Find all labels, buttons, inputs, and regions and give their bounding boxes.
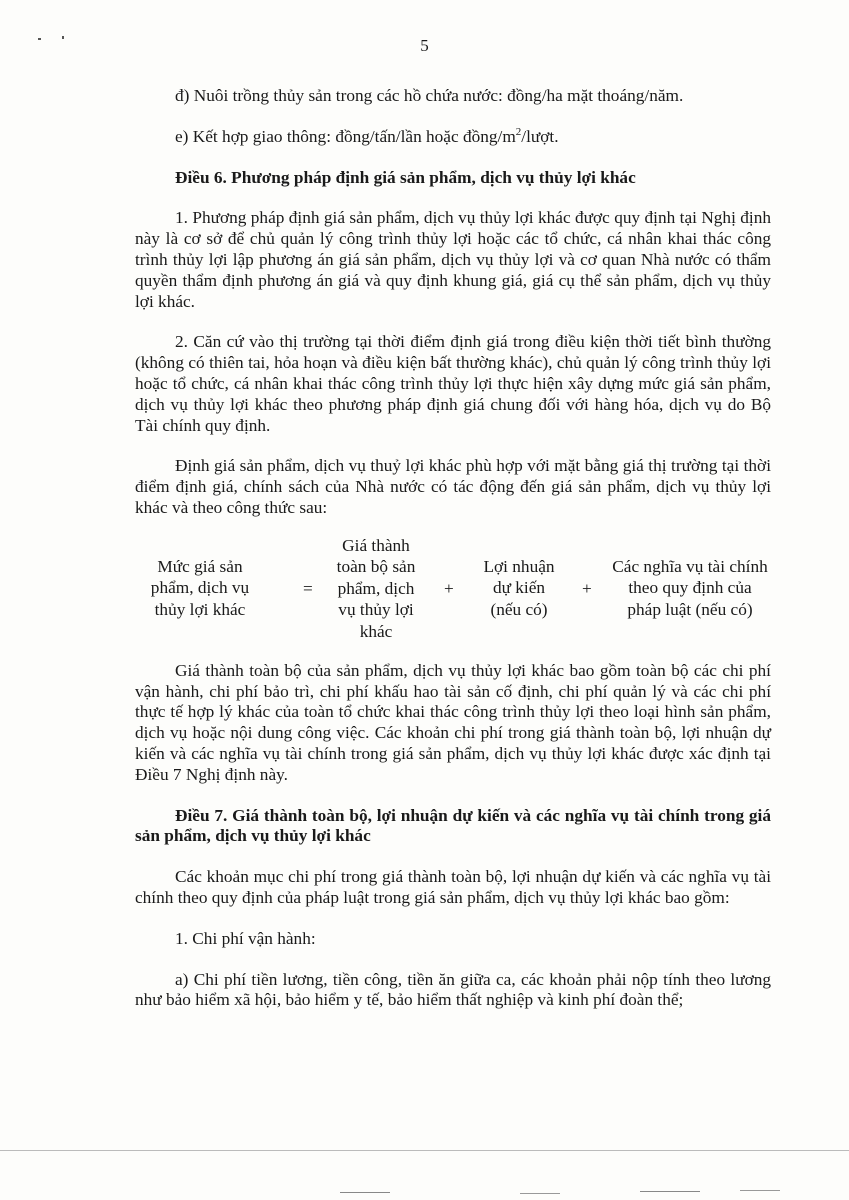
article-6-title: Điều 6. Phương pháp định giá sản phẩm, dịch vụ thủy lợi khác: [175, 167, 636, 187]
page-number: 5: [420, 36, 429, 55]
article-6-total-cost-definition: Giá thành toàn bộ của sản phẩm, dịch vụ thủy lợi khác bao gồm toàn bộ các chi phí vận hành, chi phí bảo trì, chi phí khấu hao tài sản cố định, chi phí quản lý và các chi phí thực tế hợp lý khác của toàn tổ chức khai thác công trình thủy lợi theo loại hình sản phẩm, dịch vụ hoặc nội dung công việc. Các khoản chi phí trong giá thành toàn bộ, lợi nhuận dự kiến và các nghĩa vụ tài chính trong giá sản phẩm, dịch vụ thủy lợi khác được xác định tại Điều 7 Nghị định này.: [135, 660, 771, 784]
article-7-operating-costs: 1. Chi phí vận hành:: [175, 928, 316, 948]
scan-speck: [340, 1192, 390, 1193]
item-e: e) Kết hợp giao thông: đồng/tấn/lần hoặc đồng/$m^2$/lượt.: [175, 126, 559, 146]
article-7-title: Điều 7. Giá thành toàn bộ, lợi nhuận dự kiến và các nghĩa vụ tài chính trong giá sản phẩm, dịch vụ thủy lợi khác: [135, 805, 771, 846]
formula-total-cost: Giá thành toàn bộ sản phẩm, dịch vụ thủy lợi khác: [336, 535, 416, 641]
formula-result: Mức giá sản phẩm, dịch vụ thủy lợi khác: [150, 556, 250, 619]
formula-equals: =: [303, 578, 313, 598]
article-7-item-a: a) Chi phí tiền lương, tiền công, tiền ăn giữa ca, các khoản phải nộp tính theo lương như bảo hiểm xã hội, bảo hiểm y tế, bảo hiểm thất nghiệp và kinh phí đoàn thể;: [135, 969, 771, 1010]
article-6-pricing-intro: Định giá sản phẩm, dịch vụ thuỷ lợi khác phù hợp với mặt bằng giá thị trường tại thời điểm định giá, chính sách của Nhà nước có tác động đến giá sản phẩm, dịch vụ thủy lợi khác và theo công thức sau:: [135, 456, 771, 517]
formula-plus-2: +: [582, 578, 592, 598]
scan-speck: [640, 1191, 700, 1192]
scan-bottom-rule: [0, 1150, 849, 1151]
scan-speck: [740, 1190, 780, 1191]
scan-speck: [520, 1193, 560, 1194]
article-6-clause-2: 2. Căn cứ vào thị trường tại thời điểm định giá trong điều kiện thời tiết bình thường (không có thiên tai, hỏa hoạn và điều kiện bất thường khác), chủ quản lý công trình thủy lợi hoặc tổ chức, cá nhân khai thác công trình thủy lợi thực hiện xây dựng mức giá sản phẩm, dịch vụ thủy lợi khác theo phương pháp định giá chung đối với hàng hóa, dịch vụ do Bộ Tài chính quy định.: [135, 332, 771, 435]
price-formula: [135, 535, 771, 647]
formula-profit: Lợi nhuận dự kiến (nếu có): [483, 556, 555, 619]
article-7-intro: Các khoản mục chi phí trong giá thành toàn bộ, lợi nhuận dự kiến và các nghĩa vụ tài chính theo quy định của pháp luật trong giá sản phẩm, dịch vụ thủy lợi khác bao gồm:: [135, 867, 771, 907]
formula-obligations: Các nghĩa vụ tài chính theo quy định của pháp luật (nếu có): [612, 556, 768, 619]
item-d: đ) Nuôi trồng thủy sản trong các hồ chứa nước: đồng/ha mặt thoáng/năm.: [175, 86, 684, 105]
formula-plus-1: +: [444, 578, 454, 598]
article-6-clause-1: 1. Phương pháp định giá sản phẩm, dịch vụ thủy lợi khác được quy định tại Nghị định này là cơ sở để chủ quản lý công trình thủy lợi hoặc các tổ chức, cá nhân khai thác công trình thủy lợi lập phương án giá sản phẩm, dịch vụ thủy lợi và cơ quan Nhà nước có thẩm quyền thẩm định phương án giá và quy định khung giá, giá cụ thể sản phẩm, dịch vụ thủy lợi khác.: [135, 208, 771, 311]
document-body: [135, 86, 771, 1031]
